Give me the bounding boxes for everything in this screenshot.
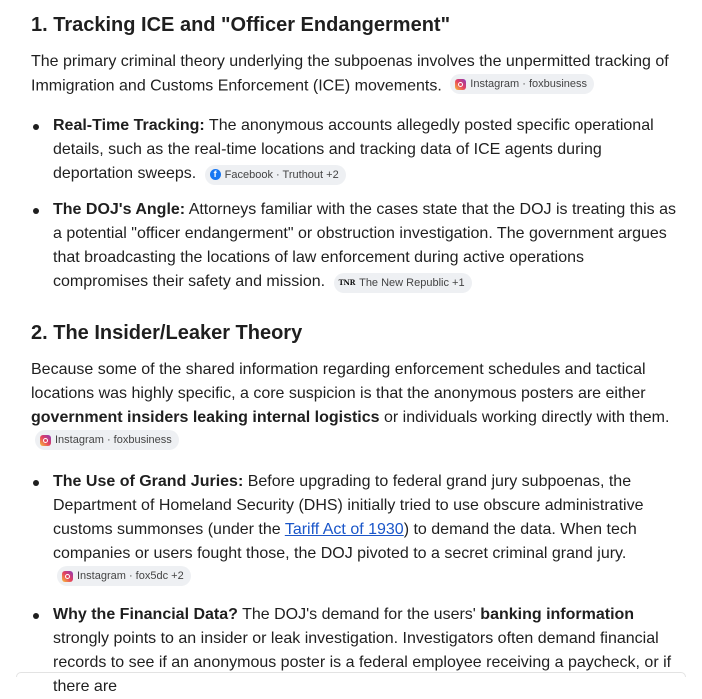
section-heading-insider-leaker: 2. The Insider/Leaker Theory (31, 322, 303, 344)
section2-bullet-list (31, 470, 683, 699)
source-chip-label: The New Republic +1 (359, 277, 465, 289)
section2-intro-text-end: or individuals working directly with them. (379, 409, 670, 426)
instagram-icon (62, 571, 73, 582)
section1-intro (31, 50, 691, 99)
section2-intro-bold: government insiders leaking internal logistics (31, 409, 380, 426)
source-chip-label: Instagram · foxbusiness (470, 78, 588, 90)
bullet-text: Before upgrading to federal grand jury subpoenas, the Department of Homeland Security (DHS) initially tried to use obscure administrative customs summonses (under the (53, 473, 644, 538)
instagram-icon (455, 79, 466, 90)
list-item (31, 114, 683, 186)
source-chip-label: Instagram · fox5dc +2 (77, 570, 184, 582)
bullet-text: Attorneys familiar with the cases state that the DOJ is treating this as a potential "officer endangerment" or obstruction investigation. The government argues that broadcasting the locations of law enforcement during active operations compromises their safety and mission. (53, 201, 677, 290)
source-chip-new-republic[interactable] (334, 273, 472, 293)
input-panel-edge (16, 672, 686, 677)
bullet-title: The Use of Grand Juries: (53, 473, 244, 490)
source-chip-label: Facebook · Truthout +2 (224, 168, 339, 181)
source-chip-label: Instagram · foxbusiness (55, 434, 172, 446)
bullet-bold-inline: banking information (480, 605, 635, 623)
instagram-icon (40, 435, 51, 446)
facebook-icon: f (210, 169, 221, 180)
bullet-title: Real-Time Tracking: (53, 117, 205, 134)
source-chip-instagram-foxbusiness[interactable] (35, 430, 179, 450)
tariff-act-link[interactable]: Tariff Act of 1930 (284, 521, 404, 538)
bullet-text-end: ) to demand the data. When tech companies or users fought those, the DOJ pivoted to a secret criminal grand jury. (53, 521, 637, 562)
new-republic-icon: TNR (338, 278, 356, 287)
source-chip-instagram-fox5dc[interactable] (57, 566, 191, 586)
bullet-title: Why the Financial Data? (53, 605, 238, 623)
bullet-text-end: strongly points to an insider or leak investigation. Investigators often demand financial records to see if an anonymous poster is a federal employee receiving a paycheck, or if there are (53, 629, 672, 695)
source-chip-facebook-truthout[interactable] (205, 165, 346, 185)
list-item (31, 470, 683, 591)
list-item (31, 198, 683, 294)
section1-intro-text: The primary criminal theory underlying the subpoenas involves the unpermitted tracking of Immigration and Customs Enforcement (ICE) movements. (31, 53, 669, 95)
section1-bullet-list (31, 114, 683, 294)
list-item (31, 603, 683, 699)
bullet-text: The anonymous accounts allegedly posted specific operational details, such as the real-time locations and tracking data of ICE agents during deportation sweeps. (53, 117, 654, 182)
bullet-text: The DOJ's demand for the users' (237, 605, 481, 623)
bullet-title: The DOJ's Angle: (53, 201, 186, 218)
source-chip-instagram-foxbusiness[interactable] (450, 74, 594, 94)
section2-intro (31, 358, 671, 455)
section-heading-tracking-ice: 1. Tracking ICE and "Officer Endangerment" (31, 14, 451, 36)
section2-intro-text: Because some of the shared information regarding enforcement schedules and tactical locations was highly specific, a core suspicion is that the anonymous posters are either (31, 361, 646, 402)
